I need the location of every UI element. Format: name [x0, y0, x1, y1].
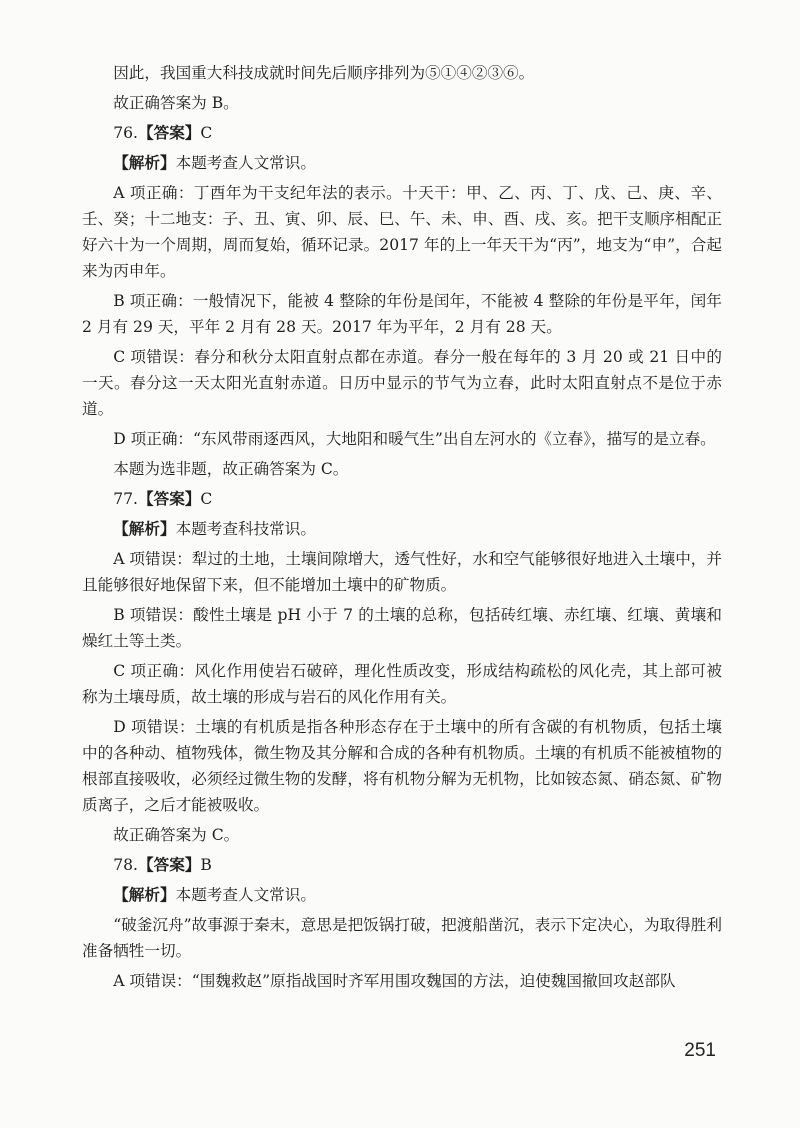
page-number: 251: [684, 1040, 716, 1061]
q78-paragraph-1: “破釜沉舟”故事源于秦末，意思是把饭锅打破，把渡船凿沉，表示下定决心，为取得胜利准备牺牲一切。: [82, 916, 722, 960]
q77-analysis-label: 解析: [128, 519, 160, 538]
q77-number: 77.: [113, 490, 138, 508]
q76-option-c: C 项错误：春分和秋分太阳直射点都在赤道。春分一般在每年的 3 月 20 或 21 日中的一天。春分这一天太阳光直射赤道。日历中显示的节气为立春，此时太阳直射点不是位于赤道。: [82, 348, 722, 418]
q78-analysis: 本题考查人文常识。: [175, 886, 316, 904]
q76-option-a: A 项正确：丁酉年为干支纪年法的表示。十天干：甲、乙、丙、丁、戊、己、庚、辛、壬、癸；十二地支：子、丑、寅、卯、辰、巳、午、未、申、酉、戌、亥。把干支顺序相配正好六十为一个周期，周而复始，循环记录。2017 年的上一年天干为“丙”，地支为“申”，合起来为丙申年。: [82, 184, 722, 280]
q77-option-a: A 项错误：犁过的土地，土壤间隙增大，透气性好，水和空气能够很好地进入土壤中，并且能够很好地保留下来，但不能增加土壤中的矿物质。: [82, 550, 722, 594]
q76-number: 76.: [113, 124, 138, 142]
intro-conclusion: 故正确答案为 B。: [113, 94, 239, 112]
q77-answer-label: 答案: [153, 489, 185, 508]
q76-analysis-line: 【解析】本题考查人文常识。: [113, 153, 316, 172]
q78-analysis-label: 解析: [128, 885, 160, 904]
page-content: [82, 60, 722, 998]
q78-paragraph-2: A 项错误：“围魏救赵”原指战国时齐军用围攻魏国的方法，迫使魏国撤回攻赵部队: [113, 972, 676, 990]
intro-sequence: 因此，我国重大科技成就时间先后顺序排列为⑤①④②③⑥。: [113, 64, 535, 82]
q76-option-d: D 项正确：“东风带雨逐西风，大地阳和暖气生”出自左河水的《立春》，描写的是立春。: [113, 430, 716, 448]
q78-number: 78.: [113, 856, 138, 874]
q77-option-d: D 项错误：土壤的有机质是指各种形态存在于土壤中的所有含碳的有机物质，包括土壤中的各种动、植物残体，微生物及其分解和合成的各种有机物质。土壤的有机质不能被植物的根部直接吸收，必须经过微生物的发酵，将有机物分解为无机物，比如铵态氮、硝态氮、矿物质离子，之后才能被吸收。: [82, 718, 722, 814]
q76-analysis-label: 解析: [128, 153, 160, 172]
q78-answer-label: 答案: [153, 855, 185, 874]
q77-answer-line: 77.【答案】C: [113, 489, 213, 508]
q76-answer-line: 76.【答案】C: [113, 123, 213, 142]
q77-option-c: C 项正确：风化作用使岩石破碎，理化性质改变，形成结构疏松的风化壳，其上部可被称为土壤母质，故土壤的形成与岩石的风化作用有关。: [82, 662, 722, 706]
q77-analysis-line: 【解析】本题考查科技常识。: [113, 519, 316, 538]
q77-option-b: B 项错误：酸性土壤是 pH 小于 7 的土壤的总称，包括砖红壤、赤红壤、红壤、黄壤和燥红土等土类。: [82, 606, 722, 650]
q78-answer-line: 78.【答案】B: [113, 855, 212, 874]
q76-answer: C: [200, 124, 213, 142]
q77-answer: C: [200, 490, 213, 508]
q77-conclusion: 故正确答案为 C。: [113, 826, 240, 844]
q76-conclusion: 本题为选非题，故正确答案为 C。: [113, 460, 349, 478]
q76-option-b: B 项正确：一般情况下，能被 4 整除的年份是闰年，不能被 4 整除的年份是平年，闰年 2 月有 29 天，平年 2 月有 28 天。2017 年为平年，2 月有 28 天。: [82, 292, 722, 336]
q76-analysis: 本题考查人文常识。: [175, 154, 316, 172]
q78-analysis-line: 【解析】本题考查人文常识。: [113, 885, 316, 904]
q78-answer: B: [200, 856, 212, 874]
q77-analysis: 本题考查科技常识。: [175, 520, 316, 538]
q76-answer-label: 答案: [153, 123, 185, 142]
